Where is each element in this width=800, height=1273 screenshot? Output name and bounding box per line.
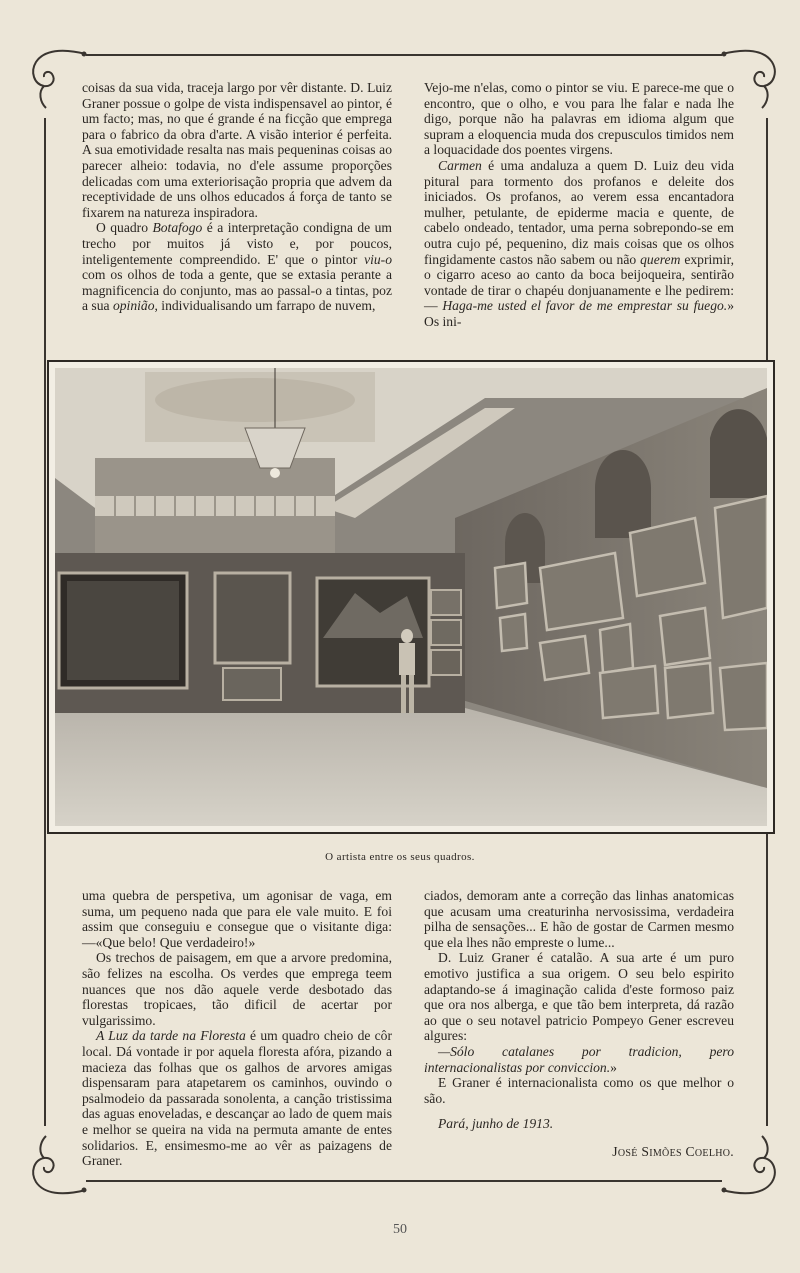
text-column-upper-left <box>82 80 392 314</box>
photo-caption: O artista entre os seus quadros. <box>325 851 475 863</box>
painting-title: Carmen <box>438 157 482 173</box>
text-run: é uma andaluza a quem D. Luiz deu vida pitural para tormento dos profanos e deleite dos iniciados. Os profanos, ao verem essa encantadora mulher, petulante, de epiderme macia e quente, de cabelo ondeado, tentador, uma perna sobrepondo-se em outra cujo pé, pequenino, diz mais coisas que os olhos fingidamente castos não sabem ou não <box>424 157 734 267</box>
page-number: 50 <box>393 1222 407 1237</box>
text-run: com os olhos de toda a gente, que se extasia perante a magnificencia do conjunto, mas ao passal-o a tintas, poz a sua <box>82 267 392 314</box>
frame-bottom-rule <box>86 1180 722 1182</box>
paragraph: uma quebra de perspetiva, um agonisar de vaga, em suma, um pequeno nada que para ele vale muito. E foi assim que conseguiu e consegue que o visitante diga:—«Que belo! Que verdadeiro!» <box>82 888 392 950</box>
text-column-lower-left <box>82 888 392 1169</box>
frame-top-rule <box>86 54 722 56</box>
author-signature: José Simões Coelho. <box>612 1143 734 1159</box>
gallery-photograph <box>55 368 767 826</box>
painting-title: A Luz da tarde na Floresta <box>96 1028 246 1044</box>
paragraph: coisas da sua vida, traceja largo por vêr distante. D. Luiz Graner possue o golpe de vista indispensavel ao pintor, é um facto; mas, no que é grande é na ficção que emprega para o fabrico da obra d'arte. A visão interior é perfeita. A sua emotividade resalta nas mais pequeninas coisas ao parecer alheio: todavia, no d'ele assume proporções delicadas com uma exteriorisação propria que advem da receptividade de uns olhos educados á força de tanto se fixarem na natureza inspiradora. <box>82 80 392 220</box>
frame-left-rule <box>44 118 46 1126</box>
paragraph: Vejo-me n'elas, como o pintor se viu. E parece-me que o encontro, que o olho, e vou para lhe falar e nada lhe digo, porque não ha palavras em idioma algum que supram a eloquencia muda dos crepusculos timidos nem a loquacidade dos poentes virgens. <box>424 80 734 158</box>
paragraph <box>424 158 734 330</box>
dateline: Pará, junho de 1913. <box>438 1116 554 1132</box>
emphasis: viu-o <box>364 251 392 267</box>
text-run: O quadro <box>96 220 153 236</box>
paragraph: Os trechos de paisagem, em que a arvore predomina, são felizes na escolha. Os verdes que emprega teem nuances que nos dão aquele verde desbotado das florestas tropicaes, tão dificil de acertar por vulgarissimo. <box>82 950 392 1028</box>
spanish-quote: Haga-me usted el favor de me emprestar su fuego. <box>442 298 728 314</box>
paragraph: ciados, demoram ante a correção das linhas anatomicas que acusam uma creaturinha nervosissima, verdadeira pilha de sensações... E hão de gostar de Carmen mesmo que ela lhes não empreste o lume... <box>424 888 734 950</box>
emphasis: opinião <box>112 298 155 314</box>
paragraph: E Graner é internacionalista como os que melhor o são. <box>424 1075 734 1106</box>
photograph-frame <box>47 360 775 834</box>
text-column-lower-right <box>424 888 734 1160</box>
paragraph <box>82 220 392 314</box>
emphasis: querem <box>640 251 681 267</box>
text-run: » Os ini- <box>424 298 734 329</box>
text-run: é a interpretação condigna de um trecho por muitos já visto e, por poucos, inteligentemente compreendido. E' que o pintor <box>82 220 392 267</box>
text-run: , individualisando um farrapo de nuvem, <box>154 298 376 314</box>
painting-title: Botafogo <box>152 220 203 236</box>
text-column-upper-right <box>424 80 734 330</box>
text-run: exprimir, o cigarro aceso ao canto da boca beijoqueira, sentirão vontade de tirar o chapéu donjuanamente e lhe pedirem: — <box>424 251 734 314</box>
text-run: » <box>610 1059 617 1075</box>
paragraph <box>424 1044 734 1075</box>
catalan-quote: —Sólo catalanes por tradicion, pero internacionalistas por conviccion. <box>424 1043 734 1075</box>
paragraph <box>82 1028 392 1168</box>
paragraph: D. Luiz Graner é catalão. A sua arte é um puro emotivo justifica a sua origem. O seu belo espirito adaptando-se á imaginação calida d'este formoso paiz que ora nos alberga, e que tão bem interpreta, dá razão ao que o seu notavel patricio Pompeyo Gener escreveu algures: <box>424 950 734 1044</box>
text-run: é um quadro cheio de côr local. Dá vontade ir por aquela floresta afóra, pizando a macieza das folhas que os galhos de arvores amigas dispensaram para atapetarem os caminhos, ouvindo o psalmodeio da passarada sonolenta, a canção tristissima das aguas enoveladas, e descançar ao lado de quem mais e melhor se queira na vida na permuta amante de entes solidarios. E, ensimesmo-me ao vêr as paizagens de Graner. <box>82 1028 392 1169</box>
